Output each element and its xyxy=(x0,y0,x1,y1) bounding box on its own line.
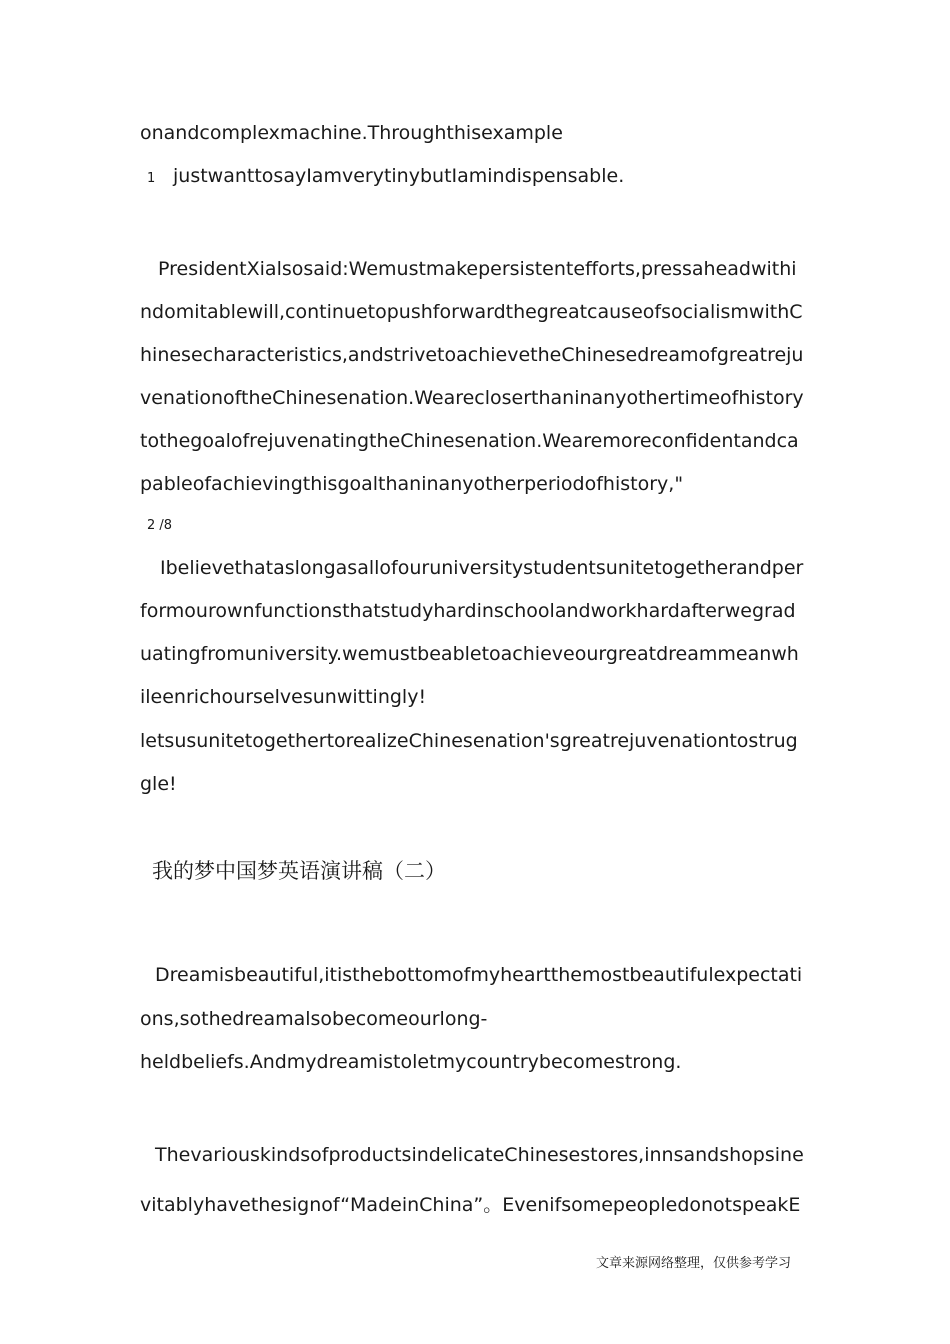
paragraph-line: formourownfunctionsthatstudyhardinschoolandworkhardafterwegrad xyxy=(140,600,796,622)
text-line: justwanttosayIamverytinybutIamindispensable. xyxy=(173,165,625,187)
paragraph-line: hinesecharacteristics,andstrivetoachievetheChinesedreamofgreatreju xyxy=(140,344,804,366)
paragraph-line: letsusunitetogethertorealizeChinesenation'sgreatrejuvenationtostrug xyxy=(140,730,798,752)
list-marker: 1 xyxy=(147,171,156,186)
paragraph-line: ndomitablewill,continuetopushforwardthegreatcauseofsocialismwithC xyxy=(140,301,803,323)
paragraph-line: uatingfromuniversity.wemustbeabletoachieveourgreatdreammeanwh xyxy=(140,643,799,665)
section-heading: 我的梦中国梦英语演讲稿（二） xyxy=(152,859,446,883)
paragraph-line: PresidentXialsosaid:Wemustmakepersistentefforts,pressaheadwithi xyxy=(158,258,797,280)
footer-note: 文章来源网络整理，仅供参考学习 xyxy=(596,1256,792,1271)
paragraph-line: heldbeliefs.Andmydreamistoletmycountrybecomestrong. xyxy=(140,1051,682,1073)
paragraph-line: pableofachievingthisgoalthaninanyotherperiodofhistory," xyxy=(140,473,684,495)
page-number: 2 /8 xyxy=(147,518,173,533)
paragraph-line: venationoftheChinesenation.Wearecloserthaninanyothertimeofhistory xyxy=(140,387,804,409)
paragraph-line: Ibelievethataslongasallofouruniversitystudentsunitetogetherandper xyxy=(160,557,804,579)
text-line: onandcomplexmachine.Throughthisexample xyxy=(140,122,563,144)
paragraph-line: Dreamisbeautiful,itisthebottomofmyheartthemostbeautifulexpectati xyxy=(155,964,803,986)
paragraph-line: ileenrichourselvesunwittingly! xyxy=(140,686,427,708)
paragraph-line: tothegoalofrejuvenatingtheChinesenation.Wearemoreconfidentandca xyxy=(140,430,799,452)
paragraph-line: gle! xyxy=(140,773,177,795)
paragraph-line: vitablyhavethesignof“MadeinChina”。EvenifsomepeopledonotspeakE xyxy=(140,1194,801,1216)
paragraph-line: ThevariouskindsofproductsindelicateChinesestores,innsandshopsine xyxy=(155,1144,804,1166)
paragraph-line: ons,sothedreamalsobecomeourlong- xyxy=(140,1008,488,1030)
